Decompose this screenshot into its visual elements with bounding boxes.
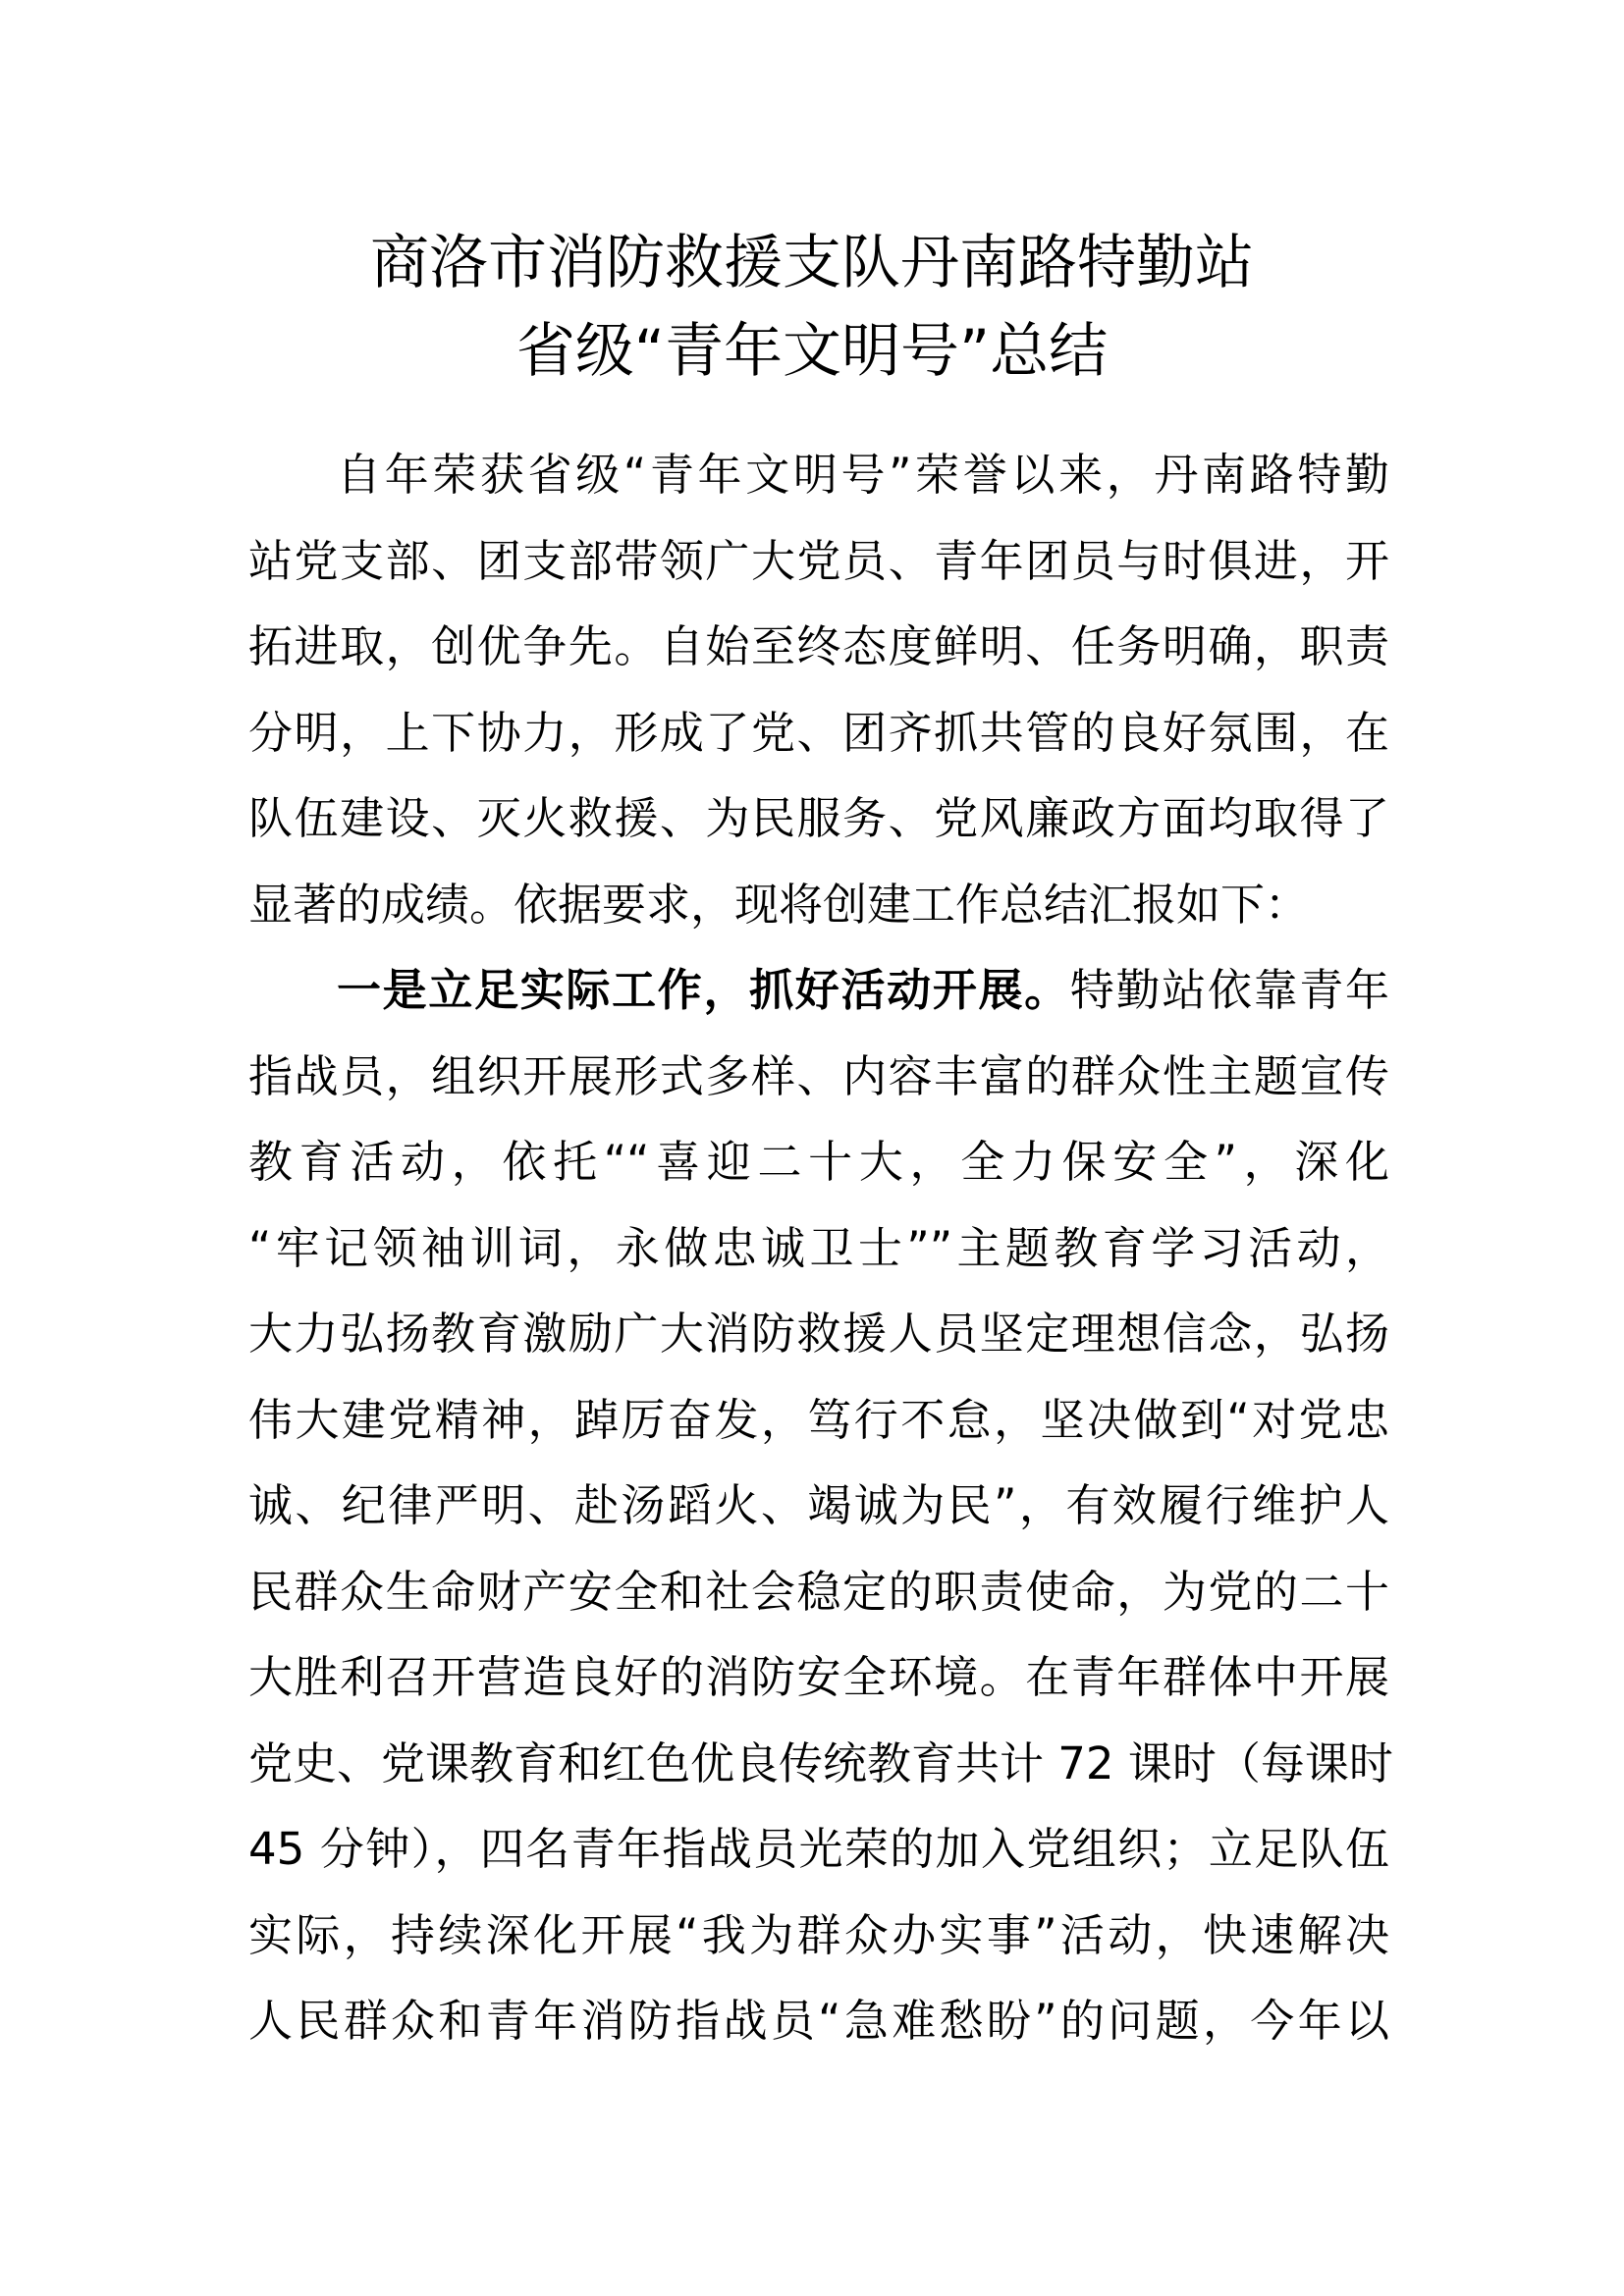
text-line: 人民群众和青年消防指战员“急难愁盼”的问题，今年以: [248, 1995, 1389, 2047]
text-line: 教育活动，依托““喜迎二十大，全力保安全”，深化: [248, 1136, 1389, 1188]
text-line: 大胜利召开营造良好的消防安全环境。在青年群体中开展: [248, 1651, 1389, 1703]
document-body: [248, 432, 1393, 2064]
document-title-line-2: 省级“青年文明号”总结: [515, 317, 1109, 386]
text-line: 伟大建党精神，踔厉奋发，笃行不怠，坚决做到“对党忠: [248, 1393, 1389, 1446]
text-line: 大力弘扬教育激励广大消防救援人员坚定理想信念，弘扬: [248, 1308, 1389, 1360]
text-line: 分明，上下协力，形成了党、团齐抓共管的良好氛围，在: [248, 706, 1389, 759]
text-line: [248, 947, 1389, 1034]
text-line: 党史、党课教育和红色优良传统教育共计 72 课时（每课时: [248, 1736, 1393, 1789]
text-line: 民群众生命财产安全和社会稳定的职责使命，为党的二十: [248, 1565, 1389, 1618]
section-heading: 一是立足实际工作，抓好活动开展。: [337, 964, 1070, 1016]
text-line: 诚、纪律严明、赴汤蹈火、竭诚为民”，有效履行维护人: [248, 1479, 1389, 1531]
text-line: 自年荣获省级“青年文明号”荣誉以来，丹南路特勤: [337, 449, 1389, 501]
text-line: “牢记领袖训词，永做忠诚卫士””主题教育学习活动，: [248, 1221, 1389, 1274]
text-line: 拓进取，创优争先。自始至终态度鲜明、任务明确，职责: [248, 620, 1389, 672]
paragraph-section-one: [248, 947, 1393, 2064]
text-line: 站党支部、团支部带领广大党员、青年团员与时俱进，开: [248, 534, 1389, 587]
text-line: 实际，持续深化开展“我为群众办实事”活动，快速解决: [248, 1908, 1389, 1961]
text-line: 指战员，组织开展形式多样、内容丰富的群众性主题宣传: [248, 1049, 1389, 1102]
text-span: 特勤站依靠青年: [1069, 964, 1389, 1016]
document-title-line-1: 商洛市消防救援支队丹南路特勤站: [370, 229, 1254, 297]
text-line: 显著的成绩。依据要求，现将创建工作总结汇报如下：: [248, 878, 1310, 931]
text-line: 45 分钟），四名青年指战员光荣的加入党组织；立足队伍: [248, 1823, 1389, 1875]
paragraph-intro: [248, 432, 1389, 947]
text-line: 队伍建设、灭火救援、为民服务、党风廉政方面均取得了: [248, 792, 1389, 844]
